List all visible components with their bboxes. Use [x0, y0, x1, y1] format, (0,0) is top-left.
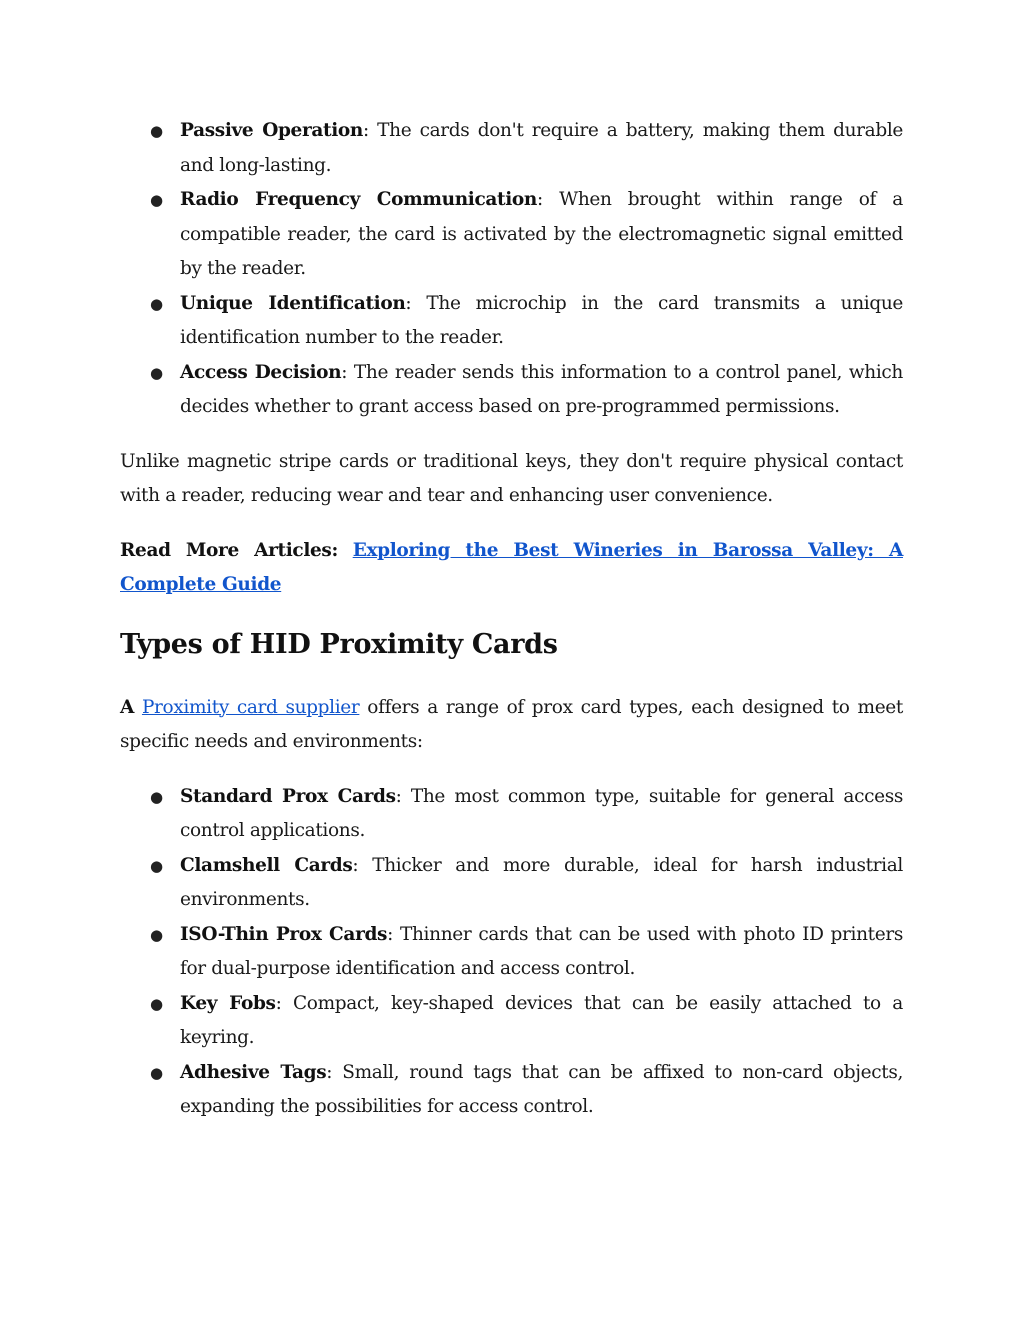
- list-item-term: Clamshell Cards: [180, 854, 353, 876]
- body-paragraph: Unlike magnetic stripe cards or traditional keys, they don't require physical contact with a reader, reducing wear and tear and enhancing user convenience.: [120, 450, 903, 506]
- features-list: [120, 114, 903, 425]
- list-item: [120, 987, 903, 1056]
- list-item-term: Standard Prox Cards: [180, 785, 396, 807]
- list-item: [120, 356, 903, 425]
- bullet-icon: ●: [150, 856, 163, 875]
- list-item-desc: : Thinner cards that can be used with photo ID printers for dual-purpose identification and access control.: [180, 923, 903, 979]
- list-item-desc: : Compact, key-shaped devices that can be easily attached to a keyring.: [180, 992, 903, 1048]
- intro-rest: offers a range of prox card types, each designed to meet specific needs and environments:: [120, 696, 903, 752]
- read-more-label: Read More Articles:: [120, 539, 338, 561]
- list-item: [120, 114, 903, 183]
- read-more-link[interactable]: Exploring the Best Wineries in Barossa Valley: A Complete Guide: [120, 539, 903, 595]
- list-item-term: Unique Identification: [180, 292, 406, 314]
- document-page: [120, 114, 903, 1125]
- bullet-icon: ●: [150, 1063, 163, 1082]
- intro-lead: A: [120, 696, 135, 718]
- list-item-desc: : The cards don't require a battery, making them durable and long-lasting.: [180, 120, 903, 176]
- list-item: [120, 780, 903, 849]
- list-item-term: Radio Frequency Communication: [180, 189, 537, 210]
- list-item-term: ISO-Thin Prox Cards: [180, 923, 388, 945]
- list-item-desc: : Thicker and more durable, ideal for harsh industrial environments.: [180, 854, 903, 910]
- list-item: [120, 287, 903, 356]
- read-more-line: [120, 534, 903, 603]
- list-item: [120, 918, 903, 987]
- list-item: [120, 183, 903, 287]
- intro-paragraph: [120, 691, 903, 760]
- bullet-icon: ●: [150, 294, 163, 313]
- list-item-term: Adhesive Tags: [180, 1061, 327, 1083]
- list-item-desc: : The most common type, suitable for general access control applications.: [180, 785, 904, 841]
- list-item-desc: : Small, round tags that can be affixed to non-card objects, expanding the possibilities for access control.: [180, 1061, 903, 1117]
- list-item-term: Passive Operation: [180, 120, 363, 141]
- list-item-desc: : The reader sends this information to a control panel, which decides whether to grant access based on pre-programmed permissions.: [180, 361, 903, 417]
- bullet-icon: ●: [150, 787, 163, 806]
- bullet-icon: ●: [150, 994, 163, 1013]
- list-item-desc: : The microchip in the card transmits a unique identification number to the reader.: [180, 292, 903, 348]
- bullet-icon: ●: [150, 925, 163, 944]
- section-heading: Types of HID Proximity Cards: [120, 628, 558, 660]
- supplier-link[interactable]: Proximity card supplier: [141, 696, 360, 718]
- card-types-list: [120, 780, 903, 1125]
- list-item: [120, 849, 903, 918]
- list-item-desc: : When brought within range of a compatible reader, the card is activated by the electromagnetic signal emitted by the reader.: [180, 189, 903, 279]
- bullet-icon: ●: [150, 191, 163, 209]
- list-item: [120, 1056, 903, 1125]
- list-item-term: Key Fobs: [180, 992, 276, 1014]
- bullet-icon: ●: [150, 363, 163, 382]
- list-item-term: Access Decision: [180, 361, 342, 383]
- bullet-icon: ●: [150, 122, 163, 140]
